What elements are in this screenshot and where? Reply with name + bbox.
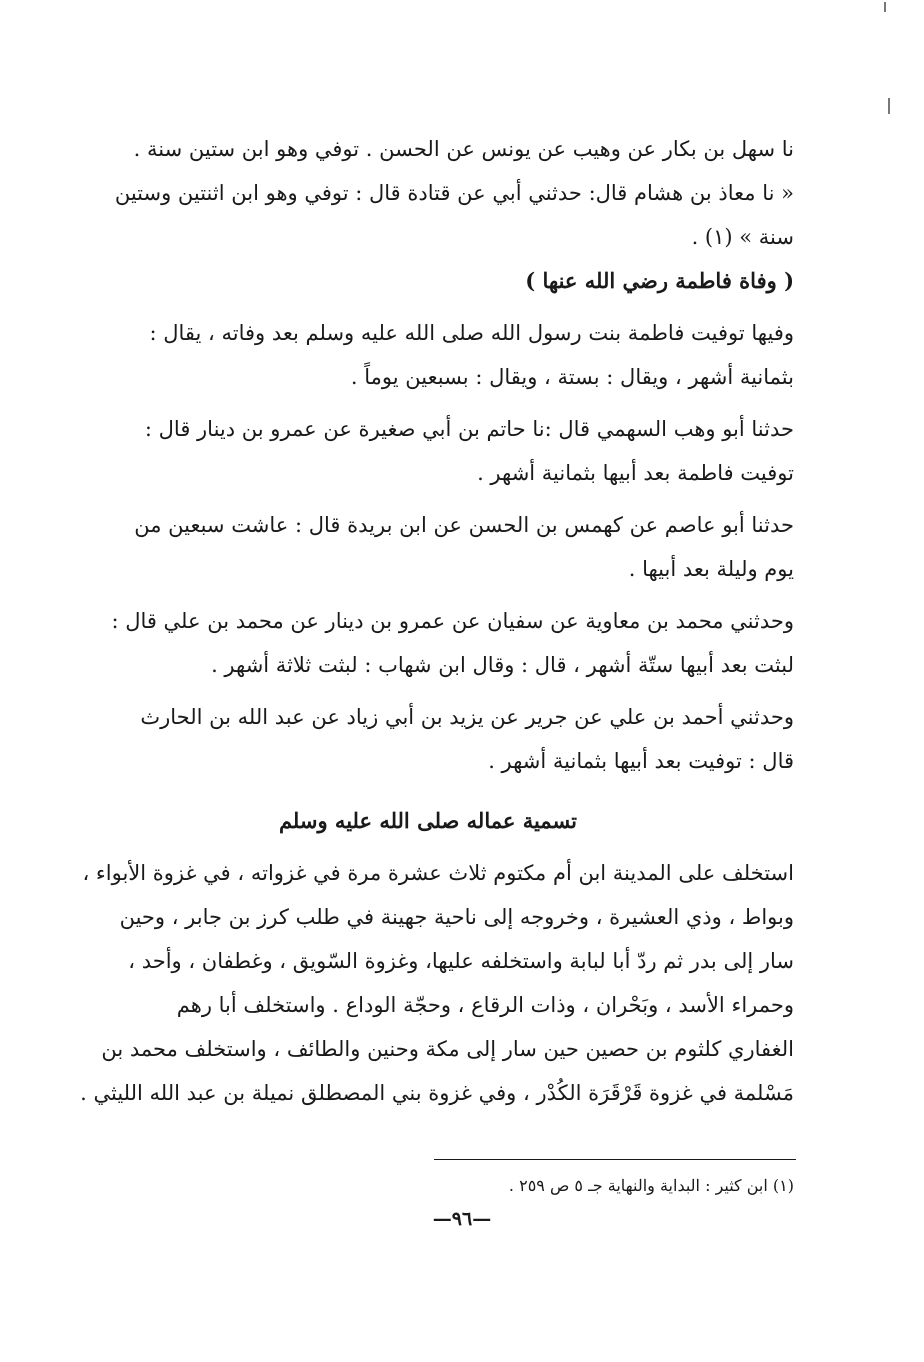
text-line: استخلف على المدينة ابن أم مكتوم ثلاث عشرة مرة في غزواته ، في غزوة الأبواء ، xyxy=(82,861,794,885)
text-line: وفيها توفيت فاطمة بنت رسول الله صلى الله عليه وسلم بعد وفاته ، يقال : xyxy=(149,321,794,345)
text-line: بثمانية أشهر ، ويقال : بستة ، ويقال : بسبعين يوماً . xyxy=(350,365,794,389)
text-line: يوم وليلة بعد أبيها . xyxy=(628,557,794,581)
text-line: حدثنا أبو وهب السهمي قال :نا حاتم بن أبي صغيرة عن عمرو بن دينار قال : xyxy=(144,417,794,441)
section-heading: ( وفاة فاطمة رضي الله عنها ) xyxy=(525,268,794,293)
text-line: نا سهل بن بكار عن وهيب عن يونس عن الحسن . توفي وهو ابن ستين سنة . xyxy=(133,137,794,161)
text-line: قال : توفيت بعد أبيها بثمانية أشهر . xyxy=(488,749,794,773)
text-line: الغفاري كلثوم بن حصين حين سار إلى مكة وحنين والطائف ، واستخلف محمد بن xyxy=(101,1037,794,1061)
text-line: حدثنا أبو عاصم عن كهمس بن الحسن عن ابن بريدة قال : عاشت سبعين من xyxy=(134,513,794,537)
scan-edge-mark xyxy=(888,98,890,114)
page-number: —٩٦— xyxy=(432,1208,492,1230)
text-line: لبثت بعد أبيها ستّة أشهر ، قال : وقال ابن شهاب : لبثت ثلاثة أشهر . xyxy=(211,653,794,677)
main-text xyxy=(62,127,794,1115)
text-line: وبواط ، وذي العشيرة ، وخروجه إلى ناحية جهينة في طلب كرز بن جابر ، وحين xyxy=(119,905,794,929)
text-line: توفيت فاطمة بعد أبيها بثمانية أشهر . xyxy=(477,461,794,485)
text-line: سنة » (١) . xyxy=(691,225,794,249)
text-line: وحمراء الأسد ، وبَحْران ، وذات الرقاع ، وحجّة الوداع . واستخلف أبا رهم xyxy=(176,993,794,1017)
footnote-divider xyxy=(434,1159,796,1160)
text-line: « نا معاذ بن هشام قال: حدثني أبي عن قتادة قال : توفي وهو ابن اثنتين وستين xyxy=(114,181,794,205)
text-line: سار إلى بدر ثم ردّ أبا لبابة واستخلفه عليها، وغزوة السّويق ، وغطفان ، وأحد ، xyxy=(128,949,794,973)
text-line: وحدثني أحمد بن علي عن جرير عن يزيد بن أبي زياد عن عبد الله بن الحارث xyxy=(140,705,794,729)
chapter-heading: تسمية عماله صلى الله عليه وسلم xyxy=(278,808,578,833)
text-line: وحدثني محمد بن معاوية عن سفيان عن عمرو بن دينار عن محمد بن علي قال : xyxy=(111,609,794,633)
scan-edge-mark xyxy=(884,2,886,12)
text-line: مَسْلمة في غزوة قَرْقَرَة الكُدْر ، وفي غزوة بني المصطلق نميلة بن عبد الله الليثي . xyxy=(80,1081,794,1105)
footnote: (١) ابن كثير : البداية والنهاية جـ ٥ ص ٢٥٩ . xyxy=(508,1176,794,1195)
